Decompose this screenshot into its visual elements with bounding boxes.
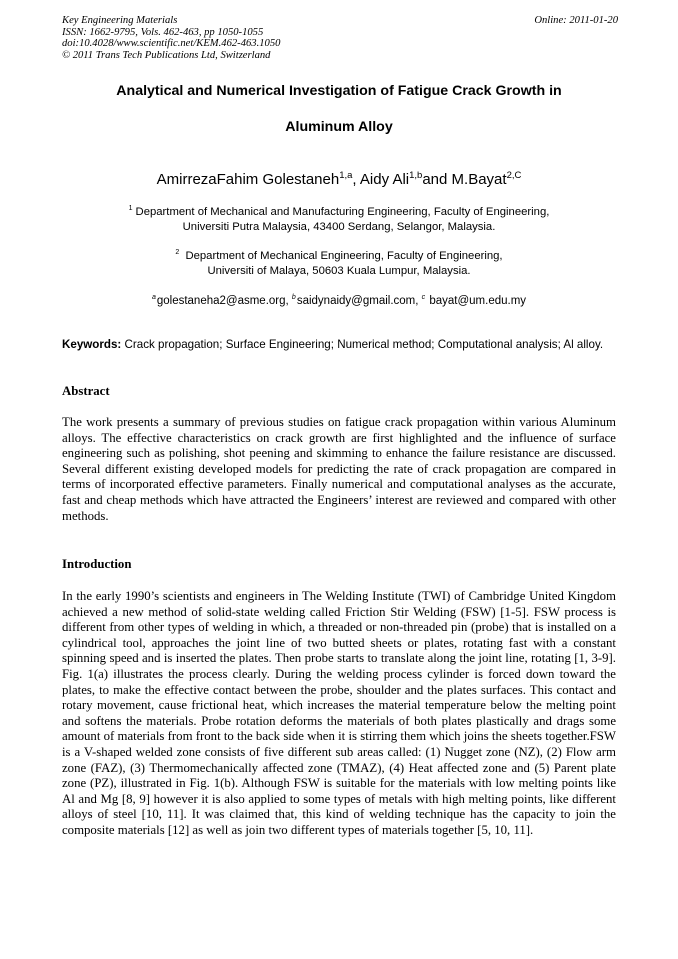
authors-line <box>62 171 616 189</box>
introduction-heading: Introduction <box>62 557 132 571</box>
affiliation-2 <box>62 249 616 279</box>
abstract-text: The work presents a summary of previous studies on fatigue crack propagation within various Aluminum alloys. The effective characteristics on crack growth are first highlighted and the influence of surface engineering such as polishing, shot peening and skimming to enhance the failure resistance are discussed. Several different existing developed models for predicting the rate of crack propagation are compared in terms of incorporated effective parameters. Finally numerical and computational analyses as the accurate, fast and cheap methods which have attracted the Engineers’ interest are reviewed and compared with other methods. <box>62 415 616 523</box>
affiliation-1-line-2: Universiti Putra Malaysia, 43400 Serdang, Selangor, Malaysia. <box>182 221 496 233</box>
author-3-name: and M.Bayat <box>422 171 507 188</box>
affiliation-1-number: 1 <box>128 205 133 212</box>
email-b-marker: b <box>291 294 296 301</box>
issn-line: ISSN: 1662-9795, Vols. 462-463, pp 1050-1055 <box>62 26 264 38</box>
online-date: Online: 2011-01-20 <box>534 15 618 26</box>
author-1-affil: 1,a <box>339 170 353 181</box>
affiliation-1 <box>62 205 616 235</box>
doi-line: doi:10.4028/www.scientific.net/KEM.462-463.1050 <box>62 38 281 49</box>
email-c: bayat@um.edu.my <box>429 295 527 307</box>
email-c-marker: c <box>421 294 426 301</box>
keywords-text: Crack propagation; Surface Engineering; Numerical method; Computational analysis; Al alloy. <box>124 338 604 351</box>
title-line-2: Aluminum Alloy <box>285 119 393 135</box>
author-3-affil: 2,C <box>506 170 522 181</box>
introduction-text: In the early 1990’s scientists and engineers in The Welding Institute (TWI) of Cambridge United Kingdom achieved a new method of solid-state welding called Friction Stir Welding (FSW) [1-5]. FSW process is different from other types of welding in which, a threaded or non-threaded pin (probe) that is installed on a cylindrical tool, approaches the joint line of two butted sheets or plates, rotating fast with a constant spinning speed and is inserted the plates. Then probe starts to translate along the joint line, rotating [1, 3-9]. Fig. 1(a) illustrates the process clearly. During the welding process cylinder is forced down toward the plates, to make the effective contact between the probe, shoulder and the plates surfaces. This contact and rotary movement, cause frictional heat, which increases the material temperature below the melting point and softens the materials. Probe rotation deforms the materials of both plates plastically and drags some amount of materials from front to the back side when it is stirring them which joins the sheets together.FSW is a V-shaped welded zone consists of five different sub areas called: (1) Nugget zone (NZ), (2) Flow arm zone (FAZ), (3) Thermomechanically affected zone (TMAZ), (4) Heat affected zone and (5) Parent plate zone (PZ), illustrated in Fig. 1(b). Although FSW is suitable for the materials with low melting points like Al and Mg [8, 9] however it is also applied to some types of metals with high melting points, like different alloys of steel [10, 11]. It was claimed that, this kind of welding technique has the capacity to join the composite materials [12] as well as join two different types of materials together [5, 10, 11]. <box>62 589 616 837</box>
journal-header <box>62 15 280 61</box>
keywords <box>62 337 616 353</box>
affiliation-2-number: 2 <box>175 249 180 256</box>
email-a: golestaneha2@asme.org, <box>156 295 289 307</box>
abstract-heading: Abstract <box>62 384 110 398</box>
copyright-line: © 2011 Trans Tech Publications Ltd, Switzerland <box>62 49 271 61</box>
author-2-name: , Aidy Ali <box>352 171 410 188</box>
affiliation-1-line-1: Department of Mechanical and Manufacturing Engineering, Faculty of Engineering, <box>135 206 550 218</box>
keywords-label: Keywords: <box>62 338 122 351</box>
title-line-1: Analytical and Numerical Investigation of Fatigue Crack Growth in <box>116 83 562 99</box>
affiliation-2-line-2: Universiti of Malaya, 50603 Kuala Lumpur, Malaysia. <box>207 265 471 277</box>
author-2-affil: 1,b <box>409 170 423 181</box>
email-line <box>62 294 616 309</box>
email-a-marker: a <box>151 294 156 301</box>
author-1-name: AmirrezaFahim Golestaneh <box>156 171 340 188</box>
email-b: saidynaidy@gmail.com, <box>296 295 419 307</box>
affiliation-2-line-1: Department of Mechanical Engineering, Faculty of Engineering, <box>185 250 503 262</box>
journal-name: Key Engineering Materials <box>62 15 178 26</box>
